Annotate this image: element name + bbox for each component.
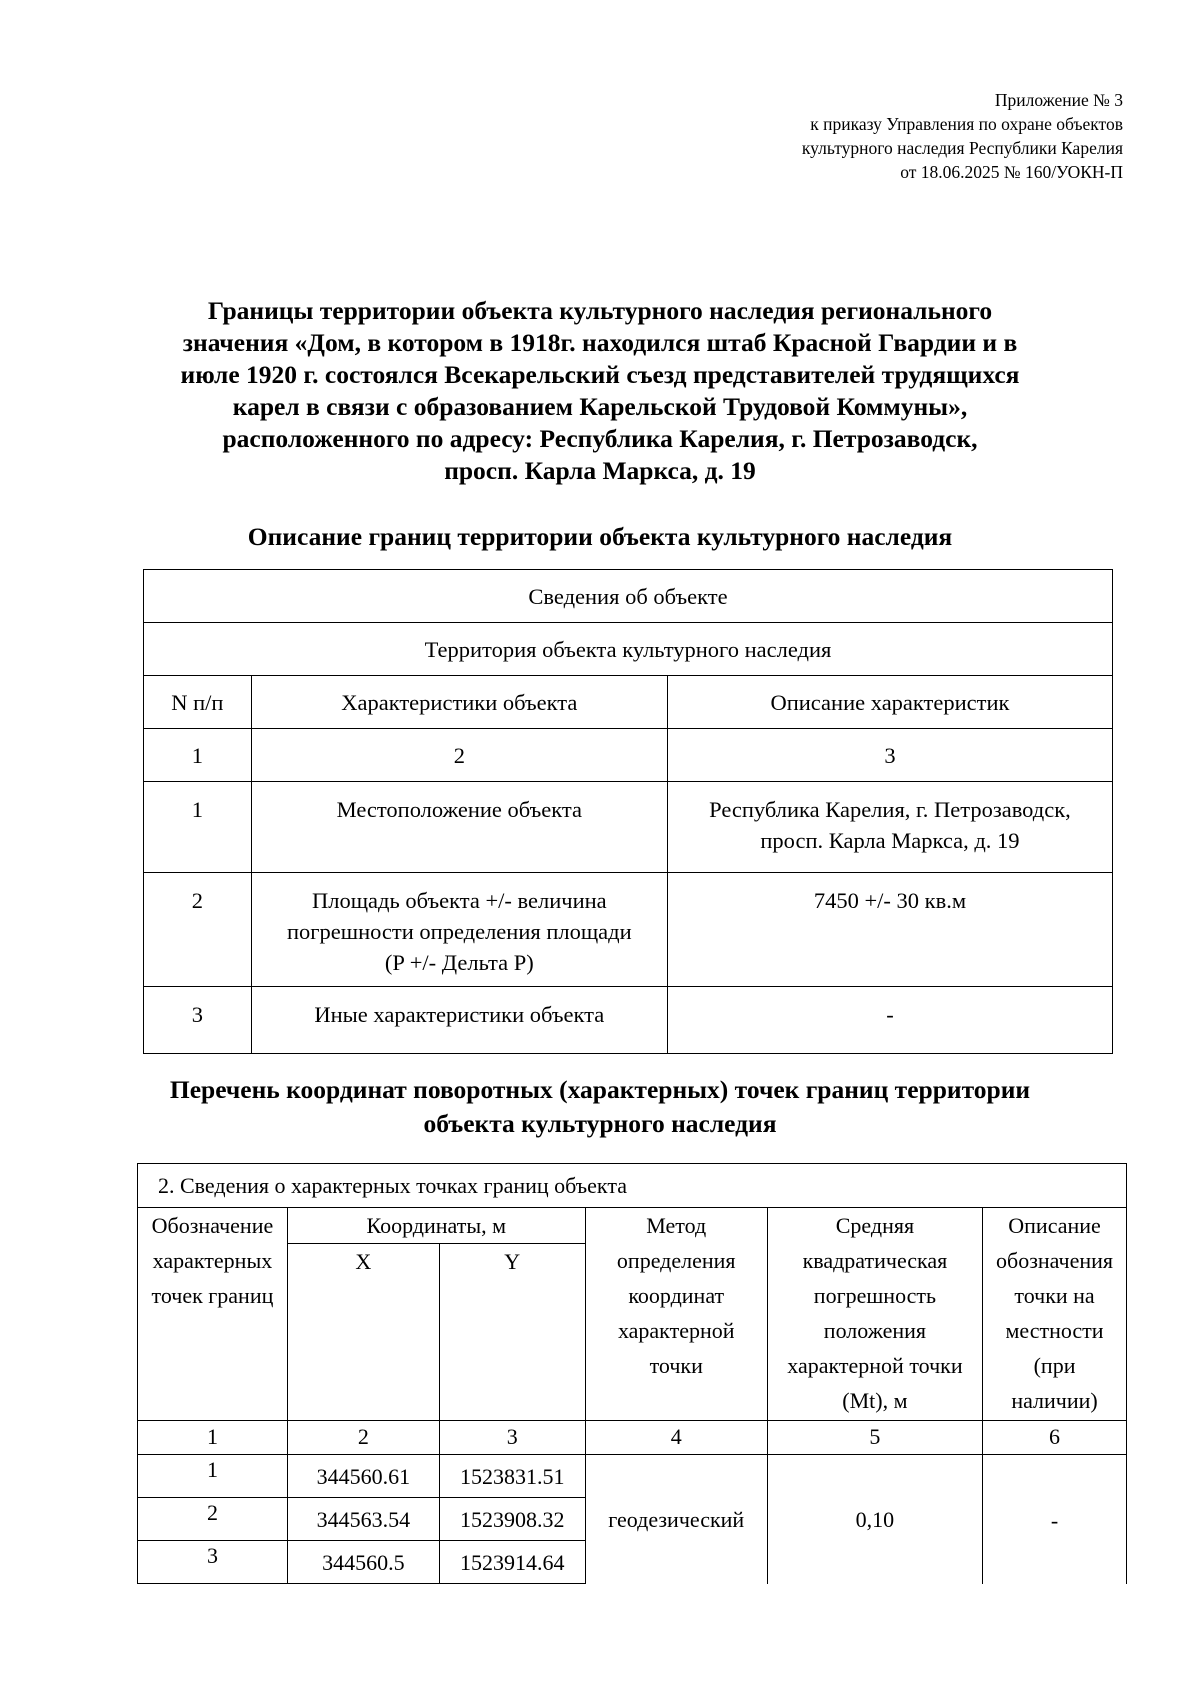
header-error bbox=[767, 1208, 982, 1421]
title-line: расположенного по адресу: Республика Карелия, г. Петрозаводск, bbox=[222, 424, 978, 453]
row-description: - bbox=[667, 987, 1112, 1054]
header-x: X bbox=[287, 1244, 439, 1421]
header-line: определения bbox=[616, 1248, 736, 1273]
header-method bbox=[585, 1208, 767, 1421]
header-line: точки bbox=[649, 1353, 703, 1378]
document-title bbox=[120, 295, 1080, 487]
row-number: 2 bbox=[144, 873, 252, 987]
header-line: характерной точки bbox=[787, 1353, 963, 1378]
table-row bbox=[138, 1455, 1127, 1498]
point-description-value: - bbox=[983, 1455, 1127, 1584]
location-line: просп. Карла Маркса, д. 19 bbox=[760, 828, 1020, 853]
point-y: 1523908.32 bbox=[439, 1498, 585, 1541]
header-line: (при bbox=[1033, 1353, 1076, 1378]
header-line: точек границ bbox=[151, 1283, 274, 1308]
header-line: местности bbox=[1005, 1318, 1104, 1343]
header-line: положения bbox=[823, 1318, 927, 1343]
column-number: 1 bbox=[138, 1421, 288, 1455]
area-line: Площадь объекта +/- величина bbox=[311, 888, 607, 913]
object-info-table bbox=[143, 569, 1113, 1054]
point-y: 1523831.51 bbox=[439, 1455, 585, 1498]
table-row bbox=[144, 782, 1113, 873]
column-header-characteristics: Характеристики объекта bbox=[251, 676, 667, 729]
location-line: Республика Карелия, г. Петрозаводск, bbox=[709, 797, 1071, 822]
header-line: Обозначение bbox=[151, 1213, 274, 1238]
header-line: точки на bbox=[1014, 1283, 1095, 1308]
column-number-1: 1 bbox=[144, 729, 252, 782]
area-line: погрешности определения площади bbox=[286, 919, 632, 944]
method-value: геодезический bbox=[585, 1455, 767, 1584]
point-id: 3 bbox=[138, 1541, 288, 1584]
column-number: 2 bbox=[287, 1421, 439, 1455]
header-point-description bbox=[983, 1208, 1127, 1421]
point-id: 2 bbox=[138, 1498, 288, 1541]
boundary-description-heading: Описание границ территории объекта культурного наследия bbox=[247, 522, 953, 551]
point-y: 1523914.64 bbox=[439, 1541, 585, 1584]
header-line: Описание bbox=[1008, 1213, 1101, 1238]
points-table-caption: 2. Сведения о характерных точках границ объекта bbox=[138, 1164, 1127, 1208]
row-characteristic bbox=[251, 873, 667, 987]
column-header-description: Описание характеристик bbox=[667, 676, 1112, 729]
appendix-date-line: от 18.06.2025 № 160/УОКН-П bbox=[900, 162, 1123, 182]
header-line: обозначения bbox=[996, 1248, 1114, 1273]
boundary-points-table bbox=[137, 1163, 1127, 1584]
header-line: Средняя bbox=[835, 1213, 915, 1238]
table-row bbox=[144, 873, 1113, 987]
column-number: 4 bbox=[585, 1421, 767, 1455]
table-header-territory: Территория объекта культурного наследия bbox=[144, 623, 1113, 676]
header-line: (Mt), м bbox=[842, 1388, 908, 1413]
column-number: 3 bbox=[439, 1421, 585, 1455]
header-line: погрешность bbox=[813, 1283, 937, 1308]
title-line: просп. Карла Маркса, д. 19 bbox=[444, 456, 756, 485]
header-line: Метод bbox=[646, 1213, 707, 1238]
header-y: Y bbox=[439, 1244, 585, 1421]
heading-line: Перечень координат поворотных (характерных) точек границ территории bbox=[169, 1075, 1031, 1104]
column-number-3: 3 bbox=[667, 729, 1112, 782]
error-value: 0,10 bbox=[767, 1455, 982, 1584]
table-header-object-info: Сведения об объекте bbox=[144, 570, 1113, 623]
title-line: карел в связи с образованием Карельской Трудовой Коммуны», bbox=[232, 392, 968, 421]
column-number-2: 2 bbox=[251, 729, 667, 782]
row-characteristic: Местоположение объекта bbox=[251, 782, 667, 873]
header-line: характерных bbox=[152, 1248, 273, 1273]
point-x: 344560.61 bbox=[287, 1455, 439, 1498]
appendix-department-line: культурного наследия Республики Карелия bbox=[801, 138, 1123, 158]
header-designation bbox=[138, 1208, 288, 1421]
column-number: 6 bbox=[983, 1421, 1127, 1455]
row-number: 1 bbox=[144, 782, 252, 873]
table-row bbox=[144, 987, 1113, 1054]
coordinates-heading bbox=[120, 1073, 1080, 1141]
heading-line: объекта культурного наследия bbox=[423, 1109, 777, 1138]
point-id: 1 bbox=[138, 1455, 288, 1498]
point-x: 344563.54 bbox=[287, 1498, 439, 1541]
header-line: координат bbox=[628, 1283, 725, 1308]
header-line: наличии) bbox=[1011, 1388, 1098, 1413]
row-characteristic: Иные характеристики объекта bbox=[251, 987, 667, 1054]
appendix-number: Приложение № 3 bbox=[994, 90, 1123, 110]
point-x: 344560.5 bbox=[287, 1541, 439, 1584]
title-line: июле 1920 г. состоялся Всекарельский съезд представителей трудящихся bbox=[180, 360, 1020, 389]
row-number: 3 bbox=[144, 987, 252, 1054]
appendix-header bbox=[523, 88, 1123, 184]
column-number: 5 bbox=[767, 1421, 982, 1455]
column-header-number: N п/п bbox=[144, 676, 252, 729]
header-line: характерной bbox=[617, 1318, 735, 1343]
row-description bbox=[667, 782, 1112, 873]
appendix-order-line: к приказу Управления по охране объектов bbox=[810, 114, 1123, 134]
title-line: значения «Дом, в котором в 1918г. находился штаб Красной Гвардии и в bbox=[182, 328, 1018, 357]
title-line: Границы территории объекта культурного наследия регионального bbox=[207, 296, 993, 325]
row-description: 7450 +/- 30 кв.м bbox=[667, 873, 1112, 987]
header-coordinates: Координаты, м bbox=[287, 1208, 585, 1244]
header-line: квадратическая bbox=[802, 1248, 948, 1273]
area-line: (P +/- Дельта P) bbox=[384, 950, 534, 975]
